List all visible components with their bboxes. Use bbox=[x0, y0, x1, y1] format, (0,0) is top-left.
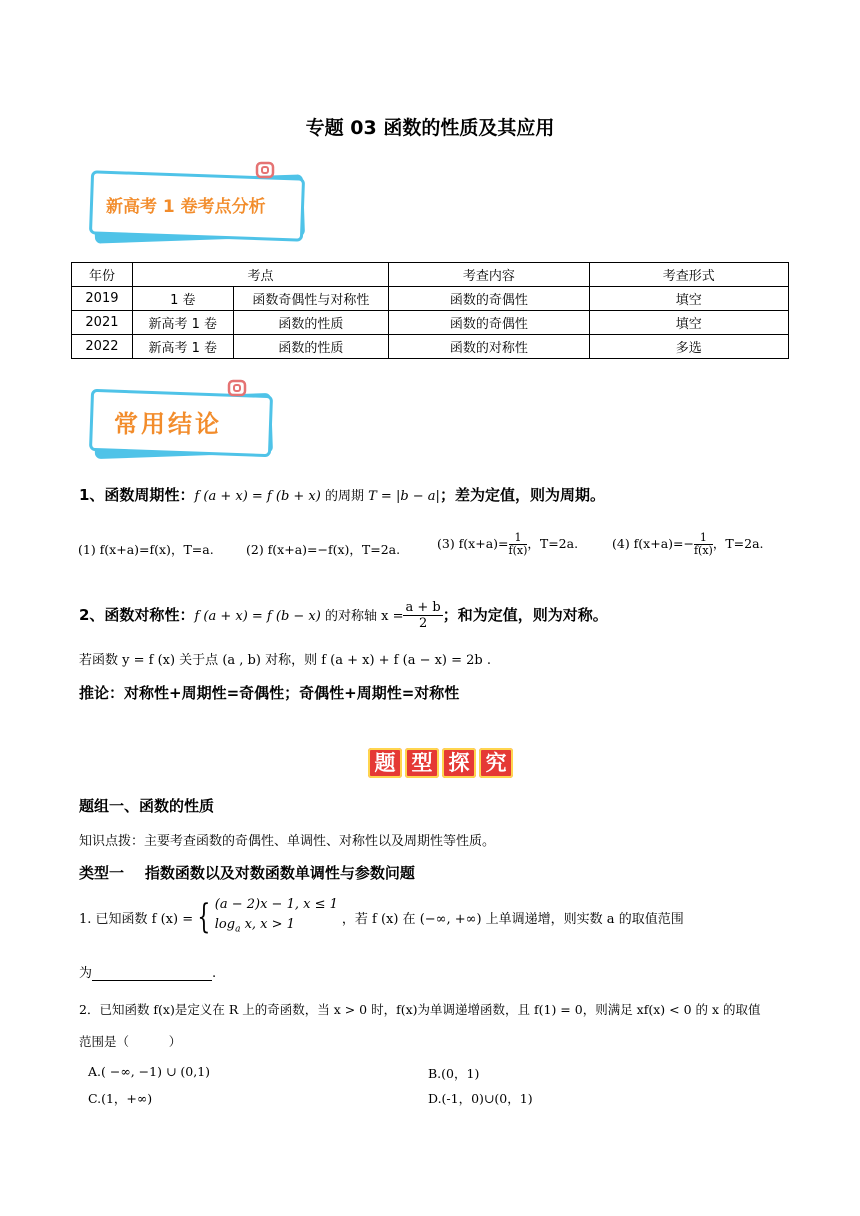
badge-char: 探 bbox=[442, 748, 476, 778]
text: 的对称轴 x = bbox=[320, 609, 404, 624]
table-cell: 2022 bbox=[72, 335, 133, 359]
corollary: 推论：对称性+周期性=奇偶性；奇偶性+周期性=对称性 bbox=[79, 684, 460, 702]
item-text: (4) f(x+a)=− bbox=[612, 536, 694, 551]
option-d[interactable]: D.(-1，0)∪(0，1) bbox=[428, 1091, 533, 1106]
table-row bbox=[72, 287, 789, 311]
formula: f (a + x) = f (b − x) bbox=[194, 609, 321, 624]
fraction bbox=[694, 532, 713, 557]
numerator: a + b bbox=[405, 600, 441, 615]
symmetry-point-line: 若函数 y = f (x) 关于点 (a , b) 对称，则 f (a + x) + f (a − x) = 2b . bbox=[79, 653, 492, 668]
badge-char: 究 bbox=[479, 748, 513, 778]
page-title: 专题 03 函数的性质及其应用 bbox=[305, 117, 555, 139]
section-tag-exam-analysis bbox=[86, 160, 306, 242]
log-base: a bbox=[235, 924, 241, 935]
fraction bbox=[509, 532, 528, 557]
table-header-row bbox=[72, 263, 789, 287]
period-item-1: (1) f(x+a)=f(x)，T=a. bbox=[78, 542, 214, 557]
table-cell: 函数的对称性 bbox=[389, 335, 589, 359]
numerator: 1 bbox=[509, 532, 528, 545]
text: 的周期 bbox=[320, 489, 369, 504]
brace: { bbox=[197, 897, 211, 938]
conclusion-periodicity bbox=[79, 484, 605, 505]
case-tail: x, x > 1 bbox=[240, 917, 295, 932]
question-2-stem-line2: 范围是（ ） bbox=[79, 1034, 182, 1049]
group-heading: 题组一、函数的性质 bbox=[79, 797, 215, 815]
numerator: 1 bbox=[694, 532, 713, 545]
item-text: ，T=2a. bbox=[527, 536, 579, 551]
tag-label: 新高考 1 卷考点分析 bbox=[106, 197, 266, 217]
table-cell: 1 卷 bbox=[132, 287, 233, 311]
q1-prefix: 为 bbox=[79, 966, 93, 981]
section-tag-conclusions bbox=[86, 378, 276, 458]
denominator: f(x) bbox=[508, 544, 528, 557]
table-cell: 新高考 1 卷 bbox=[132, 335, 233, 359]
formula: f (a + x) = f (b + x) bbox=[194, 489, 321, 504]
denominator: 2 bbox=[418, 616, 428, 631]
question-2-stem: 2．已知函数 f(x)是定义在 R 上的奇函数，当 x > 0 时，f(x)为单调递增函数，且 f(1) = 0，则满足 xf(x) < 0 的 x 的取值 bbox=[79, 1002, 761, 1017]
paperclip-icon bbox=[226, 378, 248, 398]
case-2 bbox=[215, 915, 338, 940]
conclusion-symmetry bbox=[79, 600, 608, 631]
option-c[interactable]: C.(1，+∞) bbox=[88, 1091, 153, 1106]
badge-char: 型 bbox=[405, 748, 439, 778]
table-cell: 填空 bbox=[589, 311, 788, 335]
table-cell: 多选 bbox=[589, 335, 788, 359]
table-cell: 函数的性质 bbox=[233, 311, 389, 335]
conclusion-label: 2、函数对称性： bbox=[79, 606, 195, 624]
q1-stem: 1. 已知函数 f (x) = bbox=[79, 911, 194, 927]
answer-blank[interactable] bbox=[92, 967, 212, 981]
option-b[interactable]: B.(0，1) bbox=[428, 1066, 480, 1081]
question-1-line2 bbox=[79, 962, 216, 981]
header-content: 考查内容 bbox=[389, 263, 589, 287]
fraction bbox=[403, 600, 442, 631]
q1-end: . bbox=[212, 966, 217, 981]
table-cell: 新高考 1 卷 bbox=[132, 311, 233, 335]
header-year: 年份 bbox=[72, 263, 133, 287]
conclusion-tail: ；差为定值，则为周期。 bbox=[439, 486, 605, 504]
table-cell: 函数的奇偶性 bbox=[389, 287, 589, 311]
log-text: log bbox=[214, 917, 236, 932]
question-1 bbox=[79, 895, 684, 940]
header-form: 考查形式 bbox=[589, 263, 788, 287]
knowledge-tip: 知识点拨：主要考查函数的奇偶性、单调性、对称性以及周期性等性质。 bbox=[79, 834, 496, 849]
conclusion-label: 1、函数周期性： bbox=[79, 486, 195, 504]
table-cell: 2021 bbox=[72, 311, 133, 335]
tag-label: 常用结论 bbox=[114, 410, 222, 438]
paperclip-icon bbox=[254, 160, 276, 180]
table-cell: 函数的奇偶性 bbox=[389, 311, 589, 335]
table-row bbox=[72, 335, 789, 359]
exam-analysis-table bbox=[71, 262, 789, 359]
table-cell: 2019 bbox=[72, 287, 133, 311]
question-explore-badge bbox=[368, 748, 516, 778]
header-point: 考点 bbox=[132, 263, 388, 287]
table-cell: 函数的性质 bbox=[233, 335, 389, 359]
period-item-2: (2) f(x+a)=−f(x)，T=2a. bbox=[246, 542, 401, 557]
q1-condition: ，若 f (x) 在 (−∞, +∞) 上单调递增，则实数 a 的取值范围 bbox=[341, 911, 684, 927]
case-1: (a − 2)x − 1, x ≤ 1 bbox=[214, 897, 338, 912]
item-text: ，T=2a. bbox=[712, 536, 764, 551]
type-heading: 类型一 指数函数以及对数函数单调性与参数问题 bbox=[79, 864, 415, 882]
table-row bbox=[72, 311, 789, 335]
piecewise-cases bbox=[215, 895, 338, 940]
badge-char: 题 bbox=[368, 748, 402, 778]
item-text: (3) f(x+a)= bbox=[437, 536, 509, 551]
option-a[interactable]: A.( −∞, −1) ∪ (0,1) bbox=[88, 1064, 211, 1079]
table-cell: 函数奇偶性与对称性 bbox=[233, 287, 389, 311]
period-item-3 bbox=[437, 532, 578, 557]
conclusion-tail: ；和为定值，则为对称。 bbox=[442, 606, 608, 624]
denominator: f(x) bbox=[693, 544, 713, 557]
table-cell: 填空 bbox=[589, 287, 788, 311]
period-item-4 bbox=[612, 532, 764, 557]
period-formula: T = |b − a| bbox=[368, 489, 440, 504]
